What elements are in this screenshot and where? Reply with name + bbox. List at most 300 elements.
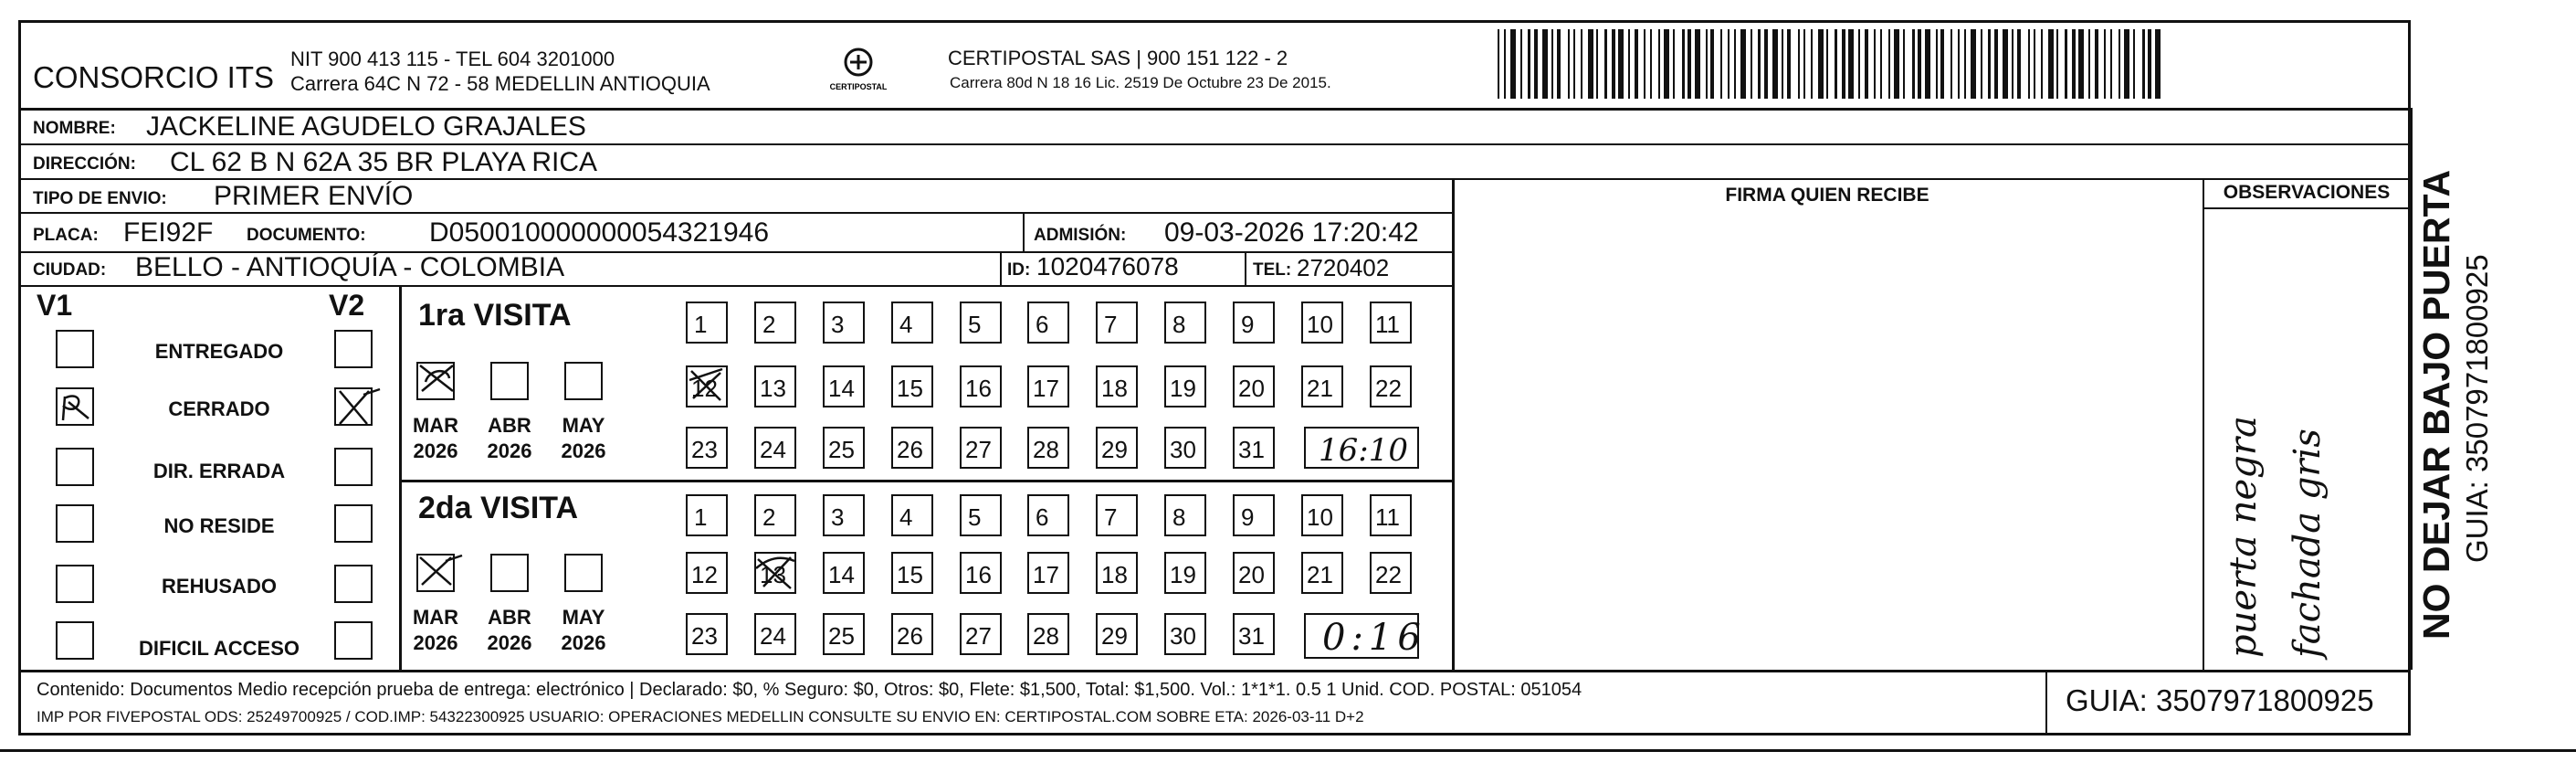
first-visit-day-31[interactable]: [1233, 427, 1275, 469]
barcode-bar: [1826, 29, 1828, 99]
barcode-bar: [2034, 29, 2035, 99]
second-visit-day-15[interactable]: [891, 552, 933, 594]
barcode-bar: [1880, 29, 1882, 99]
first-visit-day-19[interactable]: [1164, 365, 1206, 407]
barcode-bar: [1958, 29, 1960, 99]
v2-no-reside-checkbox[interactable]: [334, 504, 373, 543]
barcode-bar: [2088, 29, 2090, 99]
barcode-bar: [2003, 29, 2008, 99]
second-visit-day-11[interactable]: [1370, 494, 1412, 536]
v1-cerrado-mark: [58, 389, 92, 424]
second-visit-day-11-label: 11: [1375, 503, 1400, 531]
first-visit-day-6-label: 6: [1036, 311, 1049, 338]
barcode: [1498, 29, 2164, 99]
first-visit-day-27-label: 27: [965, 436, 992, 463]
second-visit-day-14[interactable]: [823, 552, 865, 594]
admision-value: 09-03-2026 17:20:42: [1164, 217, 1419, 248]
first-visit-day-31-label: 31: [1238, 436, 1265, 463]
first-visit-day-9-label: 9: [1241, 311, 1255, 338]
second-visit-day-18[interactable]: [1096, 552, 1138, 594]
v2-cerrado-checkbox[interactable]: [334, 387, 373, 426]
first-visit-day-26-label: 26: [897, 436, 923, 463]
nombre-value: JACKELINE AGUDELO GRAJALES: [146, 111, 586, 142]
first-visit-day-9[interactable]: [1233, 302, 1275, 344]
first-visit-day-12-label: 12: [691, 375, 718, 402]
ciudad-value: BELLO - ANTIOQUÍA - COLOMBIA: [135, 252, 565, 282]
first-visit-day-21-label: 21: [1307, 375, 1333, 402]
first-visit-day-18-label: 18: [1101, 375, 1128, 402]
second-visit-day-20-label: 20: [1238, 561, 1265, 588]
first-visit-day-28[interactable]: [1027, 427, 1069, 469]
first-visit-month-abr-checkbox[interactable]: [490, 362, 529, 400]
barcode-bar: [1695, 29, 1700, 99]
barcode-bar: [1588, 29, 1593, 99]
footer-guia: GUIA: 3507971800925: [2066, 683, 2374, 717]
barcode-bar: [1618, 29, 1624, 99]
second-visit-day-16-label: 16: [965, 561, 992, 588]
barcode-bar: [1888, 29, 1890, 99]
second-visit-day-2-label: 2: [762, 503, 776, 531]
barcode-bar: [2012, 29, 2013, 99]
tipo-envio-label: TIPO DE ENVIO:: [33, 189, 167, 208]
id-label: ID:: [1007, 260, 1031, 280]
barcode-bar: [1782, 29, 1783, 99]
second-visit-day-15-label: 15: [897, 561, 923, 588]
barcode-bar: [1803, 29, 1805, 99]
first-visit-day-16-label: 16: [965, 375, 992, 402]
first-visit-day-22[interactable]: [1370, 365, 1412, 407]
second-visit-day-2[interactable]: [754, 494, 796, 536]
barcode-bar: [1818, 29, 1824, 99]
first-visit-day-25[interactable]: [823, 427, 865, 469]
rule-tipo: [18, 212, 1452, 214]
second-visit-title: 2da VISITA: [418, 491, 579, 525]
v1-rehusado-checkbox[interactable]: [56, 565, 94, 603]
barcode-bar: [1682, 29, 1685, 99]
second-visit-day-22[interactable]: [1370, 552, 1412, 594]
rule-direccion: [18, 178, 2411, 180]
second-visit-day-14-label: 14: [828, 561, 855, 588]
second-visit-day-10[interactable]: [1301, 494, 1343, 536]
second-visit-day-19[interactable]: [1164, 552, 1206, 594]
ciudad-label: CIUDAD:: [33, 260, 107, 280]
second-visit-day-7-label: 7: [1104, 503, 1118, 531]
barcode-bar: [1510, 29, 1516, 99]
first-visit-day-12[interactable]: [686, 365, 728, 407]
second-visit-month-abr-checkbox[interactable]: [490, 554, 529, 592]
barcode-bar: [1842, 29, 1845, 99]
observacion-note-1: puerta negra: [2223, 416, 2265, 658]
svg-text:CERTIPOSTAL: CERTIPOSTAL: [829, 82, 888, 91]
first-visit-month-mar-checkbox[interactable]: [416, 362, 455, 400]
first-visit-day-4-label: 4: [899, 311, 913, 338]
barcode-bar: [1644, 29, 1645, 99]
second-visit-day-29-label: 29: [1101, 622, 1128, 650]
status-rehusado-label: REHUSADO: [162, 575, 277, 598]
second-visit-day-24-label: 24: [760, 622, 786, 650]
second-visit-month-may-label: MAY 2026: [561, 606, 606, 654]
first-visit-title: 1ra VISITA: [418, 298, 572, 333]
barcode-bar: [1865, 29, 1868, 99]
barcode-bar: [1787, 29, 1791, 99]
second-visit-day-26-label: 26: [897, 622, 923, 650]
barcode-bar: [1981, 29, 1982, 99]
rule-firma-left: [1452, 178, 1455, 670]
first-visit-day-20-label: 20: [1238, 375, 1265, 402]
barcode-bar: [1874, 29, 1876, 99]
bottom-border-line: [0, 749, 2576, 752]
second-visit-day-27-label: 27: [965, 622, 992, 650]
barcode-bar: [2124, 29, 2129, 99]
status-dir-errada-label: DIR. ERRADA: [152, 460, 286, 482]
nombre-label: NOMBRE:: [33, 119, 116, 138]
second-visit-day-25-label: 25: [828, 622, 855, 650]
first-visit-day-3[interactable]: [823, 302, 865, 344]
v2-label: V2: [329, 289, 365, 322]
rule-footer: [18, 670, 2411, 672]
second-visit-day-28-label: 28: [1033, 622, 1059, 650]
second-visit-day-23-label: 23: [691, 622, 718, 650]
first-visit-day-5[interactable]: [960, 302, 1002, 344]
second-visit-day-27[interactable]: [960, 613, 1002, 655]
first-visit-mar-mark: [416, 362, 458, 398]
tipo-envio-value: PRIMER ENVÍO: [214, 181, 414, 211]
barcode-bar: [1534, 29, 1538, 99]
first-visit-day-17-label: 17: [1033, 375, 1059, 402]
firma-header: FIRMA QUIEN RECIBE: [1725, 185, 1929, 206]
side-warning: NO DEJAR BAJO PUERTA: [2415, 169, 2457, 640]
second-visit-month-may-checkbox[interactable]: [564, 554, 603, 592]
second-visit-day-8-label: 8: [1172, 503, 1186, 531]
second-visit-day-13-label: 13: [760, 561, 786, 588]
barcode-bar: [1858, 29, 1860, 99]
barcode-bar: [2017, 29, 2021, 99]
barcode-bar: [2056, 29, 2058, 99]
barcode-bar: [1894, 29, 1899, 99]
barcode-bar: [2148, 29, 2151, 99]
first-visit-day-14-label: 14: [828, 375, 855, 402]
barcode-bar: [1772, 29, 1778, 99]
second-visit-day-18-label: 18: [1101, 561, 1128, 588]
barcode-bar: [1764, 29, 1768, 99]
rule-side-left: [2411, 108, 2413, 670]
second-visit-day-6[interactable]: [1027, 494, 1069, 536]
second-visit-day-9[interactable]: [1233, 494, 1275, 536]
second-visit-day-4[interactable]: [891, 494, 933, 536]
second-visit-day-16[interactable]: [960, 552, 1002, 594]
first-visit-day-30-label: 30: [1170, 436, 1196, 463]
first-visit-day-4[interactable]: [891, 302, 933, 344]
first-visit-day-13[interactable]: [754, 365, 796, 407]
barcode-bar: [1720, 29, 1722, 99]
barcode-bar: [1628, 29, 1630, 99]
second-visit-day-13[interactable]: [754, 552, 796, 594]
v1-dir-errada-checkbox[interactable]: [56, 448, 94, 486]
barcode-bar: [1658, 29, 1660, 99]
barcode-bar: [1964, 29, 1966, 99]
direccion-value: CL 62 B N 62A 35 BR PLAYA RICA: [170, 147, 598, 177]
second-visit-day-10-label: 10: [1307, 503, 1333, 531]
first-visit-month-mar-label: MAR 2026: [412, 414, 459, 462]
second-visit-day-23[interactable]: [686, 613, 728, 655]
second-visit-day-24[interactable]: [754, 613, 796, 655]
first-visit-day-20[interactable]: [1233, 365, 1275, 407]
first-visit-time-box: [1304, 427, 1419, 469]
first-visit-day-7-label: 7: [1104, 311, 1118, 338]
barcode-bar: [2142, 29, 2145, 99]
second-visit-day-3[interactable]: [823, 494, 865, 536]
barcode-bar: [1734, 29, 1736, 99]
barcode-bar: [1498, 29, 1499, 99]
barcode-bar: [1936, 29, 1938, 99]
barcode-bar: [1664, 29, 1669, 99]
first-visit-day-27[interactable]: [960, 427, 1002, 469]
footer-line-1: Contenido: Documentos Medio recepción prueba de entrega: electrónico | Declarado: $0, % Seguro: $0, Otros: $0, Flete: $1,500, Total: $1,500. Vol.: 1*1*1. 0.5 1 Unid. COD. POSTAL: 051054: [37, 680, 1582, 700]
second-visit-day-6-label: 6: [1036, 503, 1049, 531]
second-visit-day-20[interactable]: [1233, 552, 1275, 594]
direccion-label: DIRECCIÓN:: [33, 154, 136, 174]
barcode-bar: [2028, 29, 2030, 99]
status-entregado-label: ENTREGADO: [154, 340, 284, 363]
barcode-bar: [2155, 29, 2161, 99]
barcode-bar: [1520, 29, 1522, 99]
admision-label: ADMISIÓN:: [1034, 226, 1127, 245]
rule-nombre: [18, 143, 2411, 145]
first-visit-day-15[interactable]: [891, 365, 933, 407]
first-visit-day-16[interactable]: [960, 365, 1002, 407]
first-visit-day-24[interactable]: [754, 427, 796, 469]
barcode-bar: [1740, 29, 1746, 99]
barcode-bar: [1551, 29, 1553, 99]
barcode-bar: [2133, 29, 2135, 99]
barcode-bar: [1573, 29, 1575, 99]
second-visit-day-9-label: 9: [1241, 503, 1255, 531]
barcode-bar: [1635, 29, 1638, 99]
v2-dir-errada-checkbox[interactable]: [334, 448, 373, 486]
rule-tel-left: [1245, 251, 1246, 285]
first-visit-day-2-label: 2: [762, 311, 776, 338]
v1-dificil-acceso-checkbox[interactable]: [56, 621, 94, 660]
second-visit-day-5-label: 5: [968, 503, 982, 531]
second-visit-day-5[interactable]: [960, 494, 1002, 536]
barcode-bar: [1557, 29, 1561, 99]
first-visit-day-7[interactable]: [1096, 302, 1138, 344]
second-visit-month-mar-label: MAR 2026: [412, 606, 459, 654]
placa-label: PLACA:: [33, 226, 99, 245]
barcode-bar: [1971, 29, 1976, 99]
documento-value: D050010000000054321946: [429, 217, 770, 248]
barcode-bar: [1798, 29, 1800, 99]
v1-entregado-checkbox[interactable]: [56, 330, 94, 368]
barcode-bar: [2119, 29, 2120, 99]
barcode-bar: [1903, 29, 1905, 99]
barcode-bar: [1673, 29, 1675, 99]
barcode-bar: [1925, 29, 1930, 99]
second-visit-time: 0:16: [1322, 617, 1426, 659]
second-visit-mar-mark: [416, 554, 464, 590]
second-visit-day-19-label: 19: [1170, 561, 1196, 588]
second-visit-day-21[interactable]: [1301, 552, 1343, 594]
rule-visits-mid: [399, 480, 1452, 482]
barcode-bar: [2110, 29, 2112, 99]
v2-rehusado-checkbox[interactable]: [334, 565, 373, 603]
second-visit-day-31[interactable]: [1233, 613, 1275, 655]
barcode-bar: [1988, 29, 1991, 99]
second-visit-day-25[interactable]: [823, 613, 865, 655]
v2-entregado-checkbox[interactable]: [334, 330, 373, 368]
second-visit-day-1-label: 1: [694, 503, 708, 531]
barcode-bar: [1811, 29, 1813, 99]
barcode-bar: [1994, 29, 1998, 99]
rule-id-left: [1000, 251, 1002, 285]
v1-label: V1: [37, 289, 73, 322]
barcode-bar: [1528, 29, 1530, 99]
certipostal-logo: [826, 44, 890, 97]
license-line: Carrera 80d N 18 16 Lic. 2519 De Octubre 23 De 2015.: [950, 74, 1331, 91]
observacion-note-2: fachada gris: [2287, 429, 2329, 658]
v2-dificil-acceso-checkbox[interactable]: [334, 621, 373, 660]
barcode-bar: [1940, 29, 1944, 99]
first-visit-day-24-label: 24: [760, 436, 786, 463]
second-visit-day-4-label: 4: [899, 503, 913, 531]
company-name: CONSORCIO ITS: [33, 60, 275, 94]
barcode-bar: [2041, 29, 2043, 99]
tel-value: 2720402: [1297, 254, 1390, 281]
v1-cerrado-checkbox[interactable]: [56, 387, 94, 426]
first-visit-day-30[interactable]: [1164, 427, 1206, 469]
status-cerrado-label: CERRADO: [168, 397, 270, 420]
address-line: Carrera 64C N 72 - 58 MEDELLIN ANTIOQUIA: [290, 72, 710, 95]
first-visit-day-1[interactable]: [686, 302, 728, 344]
second-visit-day-13-mark: [754, 552, 796, 594]
barcode-bar: [2048, 29, 2054, 99]
barcode-bar: [1835, 29, 1837, 99]
barcode-bar: [1604, 29, 1607, 99]
second-visit-time-box: [1304, 613, 1426, 659]
barcode-bar: [1568, 29, 1570, 99]
second-visit-day-3-label: 3: [831, 503, 845, 531]
second-visit-day-21-label: 21: [1307, 561, 1333, 588]
second-visit-day-30-label: 30: [1170, 622, 1196, 650]
barcode-bar: [1542, 29, 1548, 99]
first-visit-day-23[interactable]: [686, 427, 728, 469]
barcode-bar: [1728, 29, 1730, 99]
second-visit-day-8[interactable]: [1164, 494, 1206, 536]
first-visit-time: 16:10: [1319, 432, 1408, 469]
barcode-bar: [1950, 29, 1952, 99]
first-visit-day-12-mark: [686, 365, 728, 407]
barcode-bar: [1710, 29, 1714, 99]
barcode-bar: [2104, 29, 2106, 99]
status-no-reside-label: NO RESIDE: [163, 514, 275, 537]
second-visit-month-mar-checkbox[interactable]: [416, 554, 455, 592]
documento-label: DOCUMENTO:: [247, 226, 366, 245]
nit-line: NIT 900 413 115 - TEL 604 3201000: [290, 48, 615, 70]
first-visit-day-1-label: 1: [694, 311, 708, 338]
first-visit-day-22-label: 22: [1375, 375, 1402, 402]
first-visit-day-28-label: 28: [1033, 436, 1059, 463]
barcode-bar: [2078, 29, 2084, 99]
barcode-bar: [2065, 29, 2067, 99]
first-visit-day-11-label: 11: [1375, 311, 1400, 338]
first-visit-day-25-label: 25: [828, 436, 855, 463]
second-visit-day-12-label: 12: [691, 561, 718, 588]
side-guia: GUIA: 3507971800925: [2460, 254, 2494, 563]
first-visit-day-14[interactable]: [823, 365, 865, 407]
second-visit-day-26[interactable]: [891, 613, 933, 655]
id-value: 1020476078: [1036, 252, 1179, 280]
first-visit-day-17[interactable]: [1027, 365, 1069, 407]
tel-label: TEL:: [1253, 260, 1292, 280]
second-visit-day-17[interactable]: [1027, 552, 1069, 594]
first-visit-day-18[interactable]: [1096, 365, 1138, 407]
rule-ciudad: [18, 285, 1452, 287]
first-visit-day-8-label: 8: [1172, 311, 1186, 338]
first-visit-day-3-label: 3: [831, 311, 845, 338]
first-visit-day-8[interactable]: [1164, 302, 1206, 344]
first-visit-day-11[interactable]: [1370, 302, 1412, 344]
status-dificil-acceso-label: DIFICIL ACCESO: [138, 637, 300, 660]
observaciones-header: OBSERVACIONES: [2223, 182, 2391, 203]
barcode-bar: [2095, 29, 2098, 99]
first-visit-month-may-label: MAY 2026: [561, 414, 606, 462]
second-visit-month-abr-label: ABR 2026: [487, 606, 532, 654]
second-visit-day-12[interactable]: [686, 552, 728, 594]
rule-admision-left: [1023, 212, 1025, 251]
barcode-bar: [1912, 29, 1915, 99]
second-visit-day-17-label: 17: [1033, 561, 1059, 588]
v1-no-reside-checkbox[interactable]: [56, 504, 94, 543]
first-visit-day-21[interactable]: [1301, 365, 1343, 407]
rule-header: [18, 108, 2411, 111]
first-visit-day-23-label: 23: [691, 436, 718, 463]
barcode-bar: [1650, 29, 1652, 99]
rule-obs-header: [2203, 207, 2411, 209]
first-visit-day-15-label: 15: [897, 375, 923, 402]
first-visit-day-10[interactable]: [1301, 302, 1343, 344]
first-visit-day-29[interactable]: [1096, 427, 1138, 469]
first-visit-day-13-label: 13: [760, 375, 786, 402]
second-visit-day-30[interactable]: [1164, 613, 1206, 655]
rule-status-right: [399, 285, 402, 670]
first-visit-day-19-label: 19: [1170, 375, 1196, 402]
second-visit-day-1[interactable]: [686, 494, 728, 536]
first-visit-day-6[interactable]: [1027, 302, 1069, 344]
first-visit-month-abr-label: ABR 2026: [487, 414, 532, 462]
second-visit-day-22-label: 22: [1375, 561, 1402, 588]
barcode-bar: [1848, 29, 1854, 99]
second-visit-day-28[interactable]: [1027, 613, 1069, 655]
rule-footer-guia: [2045, 670, 2047, 736]
first-visit-day-26[interactable]: [891, 427, 933, 469]
barcode-bar: [1918, 29, 1921, 99]
barcode-bar: [2072, 29, 2076, 99]
barcode-bar: [1612, 29, 1615, 99]
certipostal-line: CERTIPOSTAL SAS | 900 151 122 - 2: [948, 47, 1288, 69]
first-visit-month-may-checkbox[interactable]: [564, 362, 603, 400]
first-visit-day-29-label: 29: [1101, 436, 1128, 463]
footer-line-2: IMP POR FIVEPOSTAL ODS: 25249700925 / COD.IMP: 54322300925 USUARIO: OPERACIONES MEDELLIN CONSULTE SU ENVIO EN: CERTIPOSTAL.COM SOBRE ETA: 2026-03-11 D+2: [37, 708, 1364, 725]
barcode-bar: [1758, 29, 1761, 99]
second-visit-day-29[interactable]: [1096, 613, 1138, 655]
barcode-bar: [1751, 29, 1752, 99]
placa-value: FEI92F: [123, 217, 214, 248]
barcode-bar: [1596, 29, 1598, 99]
first-visit-day-10-label: 10: [1307, 311, 1333, 338]
barcode-bar: [1504, 29, 1506, 99]
second-visit-day-7[interactable]: [1096, 494, 1138, 536]
first-visit-day-2[interactable]: [754, 302, 796, 344]
